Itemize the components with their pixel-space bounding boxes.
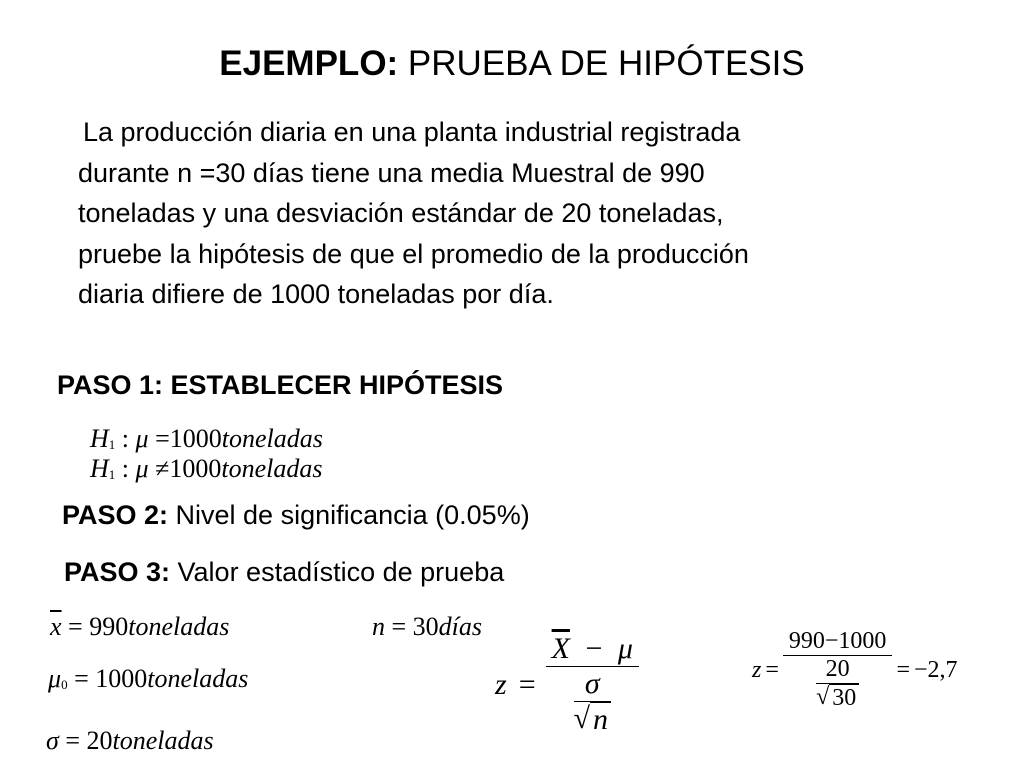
z-symbol: z bbox=[495, 667, 507, 701]
problem-line: durante n =30 días tiene una media Muestral de 990 bbox=[78, 157, 705, 188]
hypothesis-value: 1000 bbox=[169, 424, 222, 453]
h-symbol: H bbox=[90, 424, 109, 453]
sqrt-n bbox=[574, 702, 611, 737]
z-formula bbox=[495, 632, 639, 737]
z-numerator bbox=[546, 632, 639, 666]
xbar-symbol: $\overline{X}$ bbox=[551, 632, 570, 665]
equals-operator: = bbox=[391, 612, 407, 641]
calc-fraction bbox=[783, 628, 893, 712]
problem-line: La producción diaria en una planta industrial registrada bbox=[83, 117, 741, 147]
not-equal-operator: ≠ bbox=[155, 454, 170, 483]
paso1-heading bbox=[57, 370, 503, 401]
hypothesis-unit: toneladas bbox=[221, 454, 323, 483]
n-symbol: n bbox=[590, 702, 611, 737]
n-symbol: n bbox=[372, 612, 385, 641]
mu0-subscript: 0 bbox=[61, 677, 68, 692]
calc-denominator-top: 20 bbox=[825, 656, 850, 682]
z-fraction bbox=[546, 632, 639, 737]
xbar-value: 990 bbox=[89, 612, 129, 641]
page-title bbox=[0, 44, 1024, 84]
calc-radicand: 30 bbox=[829, 684, 859, 712]
hypothesis-null bbox=[90, 424, 323, 454]
calc-denominator bbox=[810, 656, 865, 712]
sigma-symbol: σ bbox=[46, 726, 59, 755]
given-mu0 bbox=[48, 664, 248, 694]
minus-operator: − bbox=[585, 632, 603, 665]
calc-numerator: 990−1000 bbox=[788, 628, 887, 654]
h-index: 1 bbox=[108, 467, 116, 482]
given-xbar bbox=[50, 612, 229, 642]
title-rest: PRUEBA DE HIPÓTESIS bbox=[398, 44, 805, 83]
xbar-unit: toneladas bbox=[128, 612, 230, 641]
h-symbol: H bbox=[90, 454, 109, 483]
h-colon: : bbox=[121, 454, 130, 483]
n-unit: días bbox=[438, 612, 483, 641]
hypothesis-alt bbox=[90, 454, 322, 484]
problem-statement bbox=[78, 112, 749, 315]
paso3-line bbox=[64, 557, 504, 588]
equals-operator: = bbox=[74, 664, 89, 693]
equals-operator: = bbox=[68, 612, 83, 641]
z-result: −2,7 bbox=[913, 656, 958, 683]
sqrt-30 bbox=[816, 684, 859, 712]
xbar-symbol: $\overline{x}$ bbox=[50, 612, 62, 641]
mu0-value: 1000 bbox=[95, 664, 148, 693]
sigma-value: 20 bbox=[86, 726, 113, 755]
z-symbol: z bbox=[752, 656, 762, 683]
mu-symbol: μ bbox=[617, 632, 633, 665]
z-denominator bbox=[568, 667, 617, 737]
paso2-line bbox=[62, 500, 530, 531]
mu-symbol: μ bbox=[135, 454, 149, 483]
paso3-text: Valor estadístico de prueba bbox=[170, 557, 505, 587]
sigma-unit: toneladas bbox=[112, 726, 214, 755]
equals-operator: = bbox=[518, 667, 536, 701]
equals-operator: = bbox=[765, 656, 779, 683]
equals-operator: = bbox=[155, 424, 170, 453]
problem-line: toneladas y una desviación estándar de 20 toneladas, bbox=[78, 198, 724, 228]
mu-symbol: μ bbox=[48, 664, 62, 693]
h-colon: : bbox=[121, 424, 130, 453]
sqrt-symbol: √ bbox=[816, 684, 830, 710]
equals-operator: = bbox=[65, 726, 80, 755]
problem-line: diaria difiere de 1000 toneladas por día. bbox=[78, 279, 554, 309]
given-n bbox=[372, 612, 482, 642]
hypothesis-unit: toneladas bbox=[221, 424, 323, 453]
z-calculation bbox=[752, 628, 958, 712]
sqrt-symbol: √ bbox=[573, 702, 590, 735]
given-sigma bbox=[46, 726, 214, 756]
mu-symbol: μ bbox=[135, 424, 149, 453]
h-index: 1 bbox=[108, 437, 116, 452]
mu0-unit: toneladas bbox=[147, 664, 249, 693]
problem-line: pruebe la hipótesis de que el promedio de la producción bbox=[78, 238, 749, 269]
hypothesis-value: 1000 bbox=[169, 454, 222, 483]
paso3-label: PASO 3: bbox=[64, 557, 171, 587]
paso1-heading-text: PASO 1: ESTABLECER HIPÓTESIS bbox=[57, 370, 504, 400]
n-value: 30 bbox=[412, 612, 439, 641]
paso2-text: Nivel de significancia (0.05%) bbox=[168, 500, 530, 530]
title-bold: EJEMPLO: bbox=[219, 44, 399, 83]
paso2-label: PASO 2: bbox=[62, 500, 169, 530]
equals-operator: = bbox=[896, 656, 910, 683]
sigma-symbol: σ bbox=[584, 667, 600, 700]
